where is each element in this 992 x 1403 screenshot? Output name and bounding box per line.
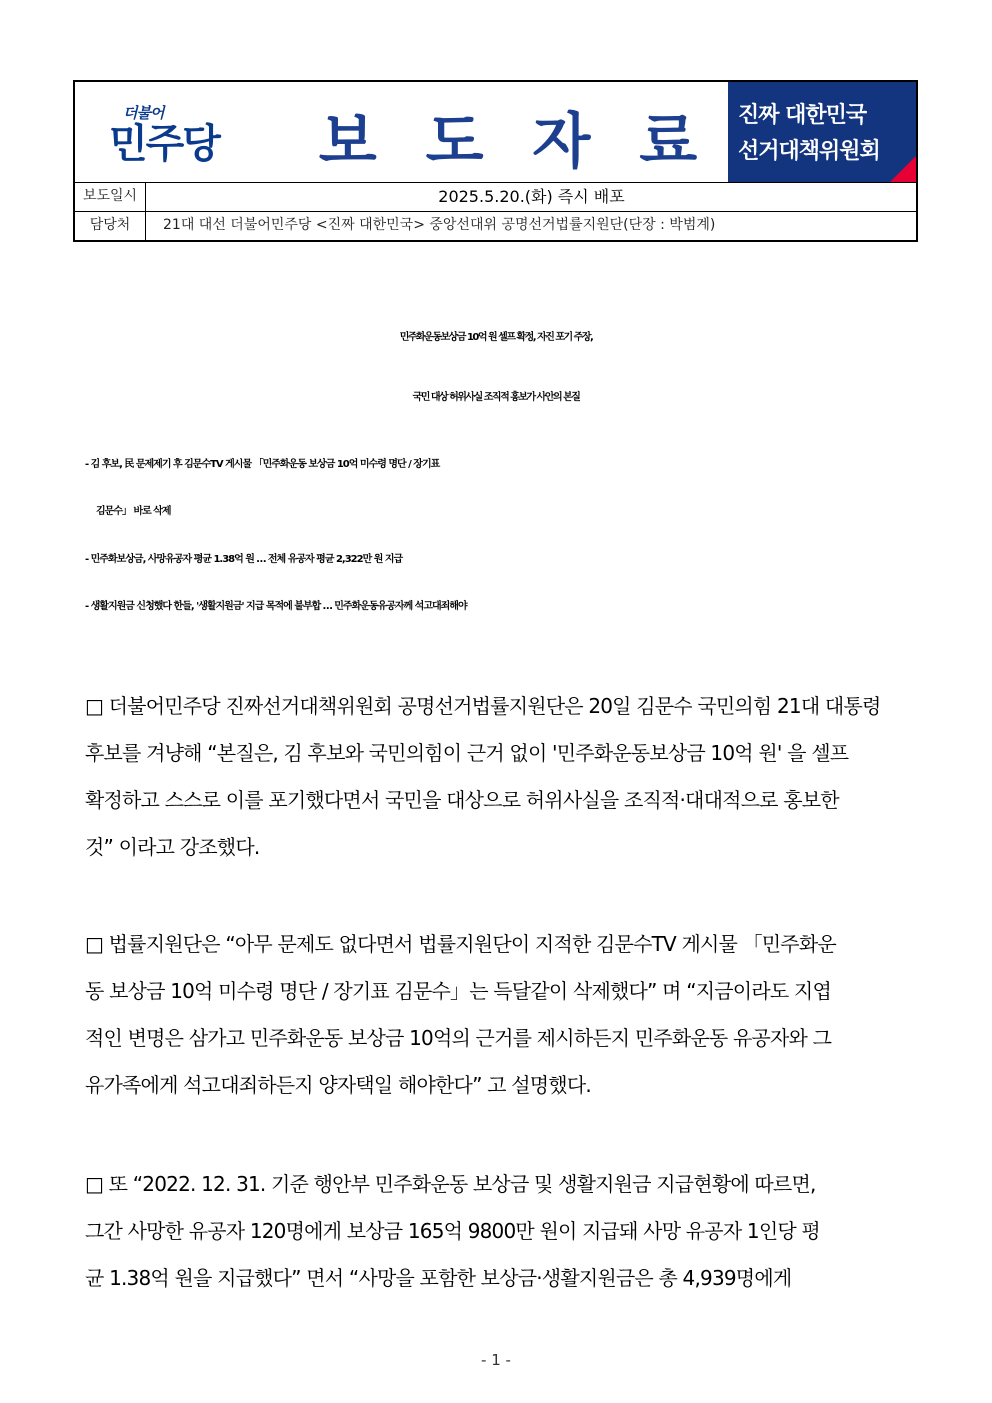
subtitle-1: - 김 후보, 民 문제제기 후 김문수TV 게시물 「민주화운동 보상금 10억 미수령 명단 / 장기표	[85, 459, 440, 470]
release-date-value: 2025.5.20.(화) 즉시 배포	[438, 187, 625, 206]
subtitle-3: - 생활지원금 신청했다 한들, '생활지원금' 지급 목적에 불부합 … 민주화운동유공자께 석고대죄해야	[85, 601, 467, 612]
logo-small-text: 더불어	[123, 104, 164, 122]
brand-line-1: 진짜 대한민국	[738, 103, 867, 128]
brand-corner-accent	[890, 156, 916, 182]
campaign-brand-box	[728, 82, 916, 182]
paragraph-line: □ 더불어민주당 진짜선거대책위원회 공명선거법률지원단은 20일 김문수 국민의힘 21대 대통령	[85, 694, 881, 718]
contact-label: 담당처	[75, 211, 146, 240]
header-top	[75, 82, 916, 183]
paragraph-line: 동 보상금 10억 미수령 명단 / 장기표 김문수」는 득달같이 삭제했다” 며 “지금이라도 지엽	[85, 979, 831, 1003]
page-number: - 1 -	[481, 1351, 511, 1369]
paragraph-line: 후보를 겨냥해 “본질은, 김 후보와 국민의힘이 근거 없이 '민주화운동보상금 10억 원' 을 셀프	[85, 741, 849, 765]
paragraph-line: 균 1.38억 원을 지급했다” 면서 “사망을 포함한 보상금·생활지원금은 총 4,939명에게	[85, 1266, 792, 1290]
headline-line-2: 국민 대상 허위사실 조직적 홍보가 사안의 본질	[412, 392, 580, 403]
brand-line-2: 선거대책위원회	[738, 139, 880, 164]
subtitle-2: - 민주화보상금, 사망유공자 평균 1.38억 원 … 전체 유공자 평균 2,322만 원 지급	[85, 554, 403, 565]
header-box	[73, 80, 918, 242]
release-date-label: 보도일시	[75, 182, 146, 211]
contact-value: 21대 대선 더불어민주당 <진짜 대한민국> 중앙선대위 공명선거법률지원단(단장 : 박범계)	[163, 217, 716, 233]
paragraph-line: 것” 이라고 강조했다.	[85, 835, 260, 859]
paragraph-line: 확정하고 스스로 이를 포기했다면서 국민을 대상으로 허위사실을 조직적·대대적으로 홍보한	[85, 788, 839, 812]
logo-main-text: 민주당	[109, 121, 219, 167]
subtitle-1-continued: 김문수」 바로 삭제	[96, 506, 171, 517]
party-logo	[75, 82, 270, 182]
contact-row	[75, 211, 916, 240]
headline-line-1: 민주화운동보상금 10억 원 셀프 확정, 자진 포기 주장,	[399, 332, 593, 343]
press-release-title: 보 도 자 료	[318, 107, 712, 177]
paragraph-line: 유가족에게 석고대죄하든지 양자택일 해야한다” 고 설명했다.	[85, 1073, 591, 1097]
release-date-row	[75, 182, 916, 212]
paragraph-line: 그간 사망한 유공자 120명에게 보상금 165억 9800만 원이 지급돼 사망 유공자 1인당 평	[85, 1219, 820, 1243]
paragraph-line: 적인 변명은 삼가고 민주화운동 보상금 10억의 근거를 제시하든지 민주화운동 유공자와 그	[85, 1026, 832, 1050]
paragraph-line: □ 법률지원단은 “아무 문제도 없다면서 법률지원단이 지적한 김문수TV 게시물 「민주화운	[85, 932, 836, 956]
paragraph-line: □ 또 “2022. 12. 31. 기준 행안부 민주화운동 보상금 및 생활지원금 지급현황에 따르면,	[85, 1172, 816, 1196]
